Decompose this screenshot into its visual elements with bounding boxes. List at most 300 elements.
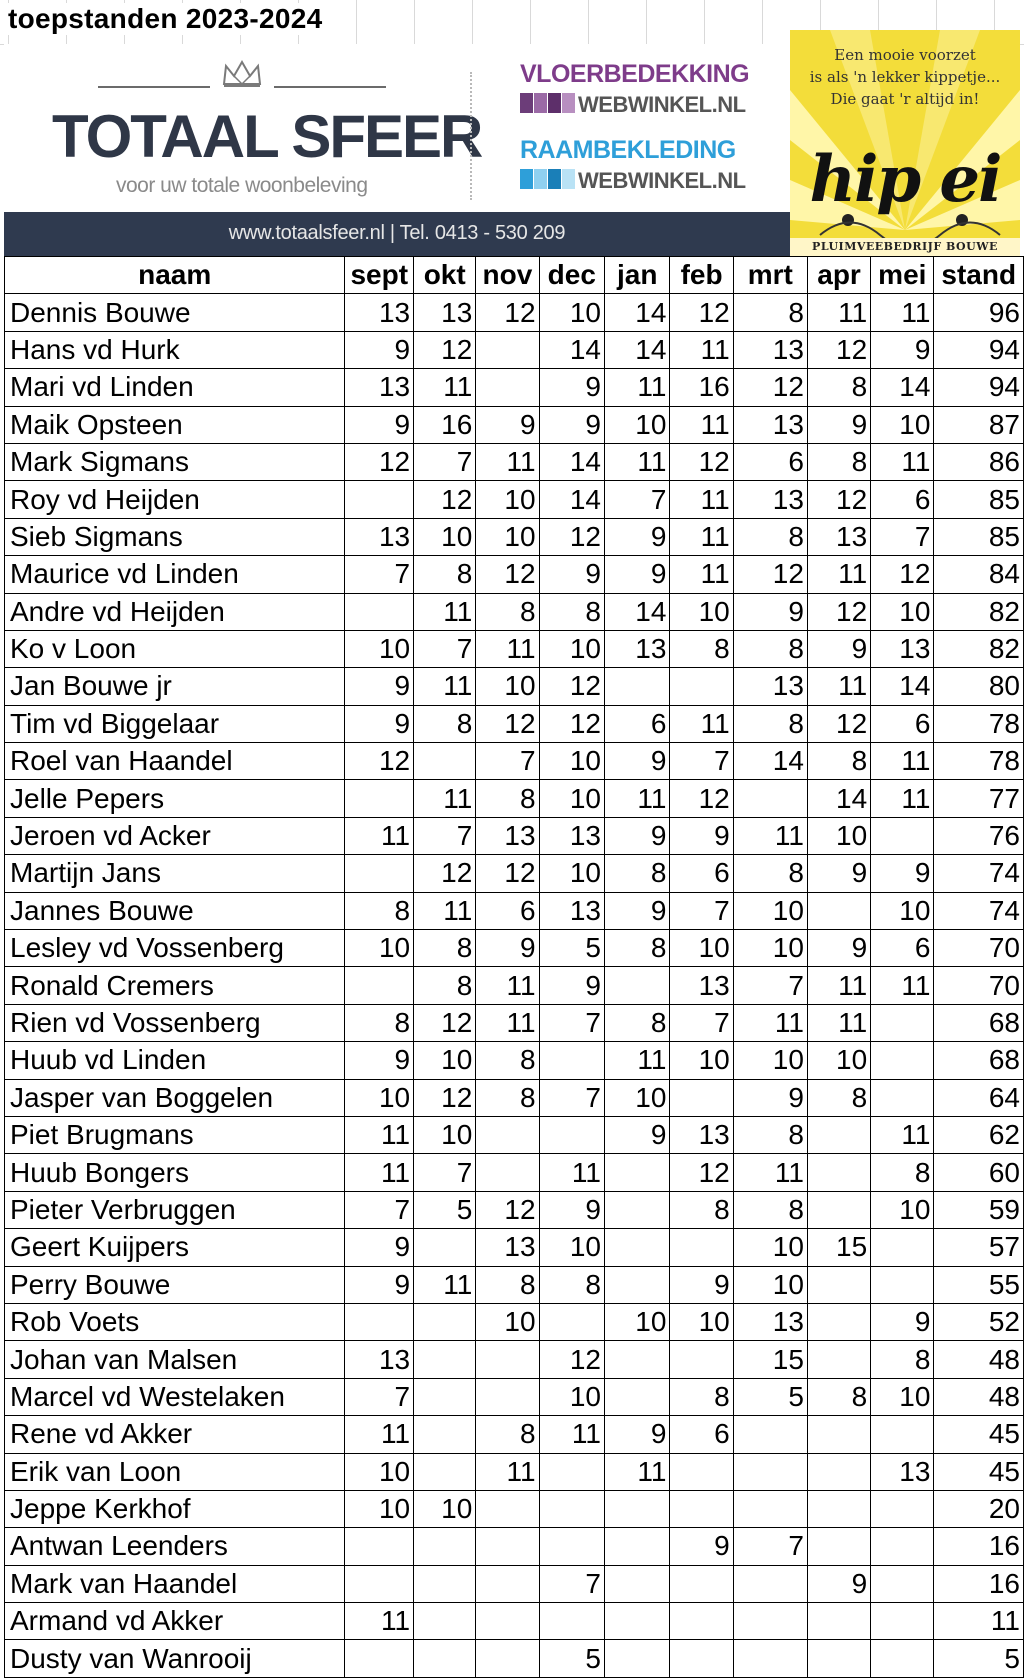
- score-cell[interactable]: 11: [539, 1416, 604, 1453]
- score-cell[interactable]: 7: [670, 892, 733, 929]
- player-name-cell[interactable]: Ko v Loon: [5, 630, 345, 667]
- score-cell[interactable]: 8: [871, 1341, 934, 1378]
- score-cell[interactable]: 14: [807, 780, 870, 817]
- score-cell[interactable]: 10: [345, 630, 414, 667]
- player-name-cell[interactable]: Andre vd Heijden: [5, 593, 345, 630]
- score-cell[interactable]: 11: [670, 481, 733, 518]
- score-cell[interactable]: 11: [871, 443, 934, 480]
- score-cell[interactable]: 10: [414, 518, 476, 555]
- score-cell[interactable]: [733, 1453, 807, 1490]
- score-cell[interactable]: 9: [670, 1528, 733, 1565]
- score-cell[interactable]: 9: [605, 556, 670, 593]
- score-cell[interactable]: 9: [670, 1266, 733, 1303]
- score-cell[interactable]: [605, 1603, 670, 1640]
- score-cell[interactable]: 5: [414, 1191, 476, 1228]
- stand-cell[interactable]: 78: [934, 743, 1024, 780]
- header-okt[interactable]: okt: [414, 257, 476, 294]
- player-name-cell[interactable]: Jelle Pepers: [5, 780, 345, 817]
- score-cell[interactable]: 8: [733, 294, 807, 331]
- score-cell[interactable]: [345, 1640, 414, 1677]
- score-cell[interactable]: 12: [670, 1154, 733, 1191]
- score-cell[interactable]: 8: [414, 930, 476, 967]
- score-cell[interactable]: 7: [414, 1154, 476, 1191]
- score-cell[interactable]: 14: [605, 593, 670, 630]
- header-stand[interactable]: stand: [934, 257, 1024, 294]
- stand-cell[interactable]: 48: [934, 1378, 1024, 1415]
- score-cell[interactable]: 12: [733, 369, 807, 406]
- score-cell[interactable]: 10: [670, 593, 733, 630]
- score-cell[interactable]: 10: [414, 1042, 476, 1079]
- score-cell[interactable]: [605, 1341, 670, 1378]
- score-cell[interactable]: 5: [539, 1640, 604, 1677]
- score-cell[interactable]: [807, 1453, 870, 1490]
- score-cell[interactable]: 8: [807, 743, 870, 780]
- score-cell[interactable]: 12: [733, 556, 807, 593]
- score-cell[interactable]: [414, 1303, 476, 1340]
- score-cell[interactable]: [670, 1640, 733, 1677]
- score-cell[interactable]: [345, 855, 414, 892]
- score-cell[interactable]: 12: [539, 518, 604, 555]
- player-name-cell[interactable]: Johan van Malsen: [5, 1341, 345, 1378]
- score-cell[interactable]: [345, 780, 414, 817]
- stand-cell[interactable]: 16: [934, 1528, 1024, 1565]
- score-cell[interactable]: [871, 1565, 934, 1602]
- player-name-cell[interactable]: Mark Sigmans: [5, 443, 345, 480]
- score-cell[interactable]: [476, 1490, 539, 1527]
- score-cell[interactable]: 9: [345, 1229, 414, 1266]
- player-name-cell[interactable]: Antwan Leenders: [5, 1528, 345, 1565]
- score-cell[interactable]: 15: [807, 1229, 870, 1266]
- score-cell[interactable]: 6: [605, 705, 670, 742]
- score-cell[interactable]: 11: [807, 967, 870, 1004]
- score-cell[interactable]: [871, 1266, 934, 1303]
- score-cell[interactable]: 9: [670, 817, 733, 854]
- score-cell[interactable]: 11: [414, 668, 476, 705]
- header-naam[interactable]: naam: [5, 257, 345, 294]
- score-cell[interactable]: 12: [476, 705, 539, 742]
- player-name-cell[interactable]: Mark van Haandel: [5, 1565, 345, 1602]
- score-cell[interactable]: [539, 1490, 604, 1527]
- score-cell[interactable]: 8: [345, 1004, 414, 1041]
- score-cell[interactable]: 11: [670, 556, 733, 593]
- score-cell[interactable]: 11: [476, 1453, 539, 1490]
- score-cell[interactable]: 11: [807, 294, 870, 331]
- score-cell[interactable]: 13: [871, 1453, 934, 1490]
- score-cell[interactable]: 11: [605, 780, 670, 817]
- score-cell[interactable]: 14: [539, 443, 604, 480]
- score-cell[interactable]: [605, 1191, 670, 1228]
- score-cell[interactable]: 13: [733, 481, 807, 518]
- stand-cell[interactable]: 78: [934, 705, 1024, 742]
- score-cell[interactable]: 7: [414, 630, 476, 667]
- score-cell[interactable]: [345, 1528, 414, 1565]
- score-cell[interactable]: 8: [476, 1079, 539, 1116]
- stand-cell[interactable]: 86: [934, 443, 1024, 480]
- score-cell[interactable]: 8: [476, 1416, 539, 1453]
- score-cell[interactable]: [871, 1603, 934, 1640]
- header-nov[interactable]: nov: [476, 257, 539, 294]
- score-cell[interactable]: 12: [414, 855, 476, 892]
- score-cell[interactable]: [807, 1341, 870, 1378]
- score-cell[interactable]: 12: [414, 1004, 476, 1041]
- score-cell[interactable]: 10: [476, 668, 539, 705]
- player-name-cell[interactable]: Jannes Bouwe: [5, 892, 345, 929]
- stand-cell[interactable]: 85: [934, 518, 1024, 555]
- score-cell[interactable]: 10: [871, 1191, 934, 1228]
- score-cell[interactable]: [345, 1565, 414, 1602]
- score-cell[interactable]: 6: [871, 705, 934, 742]
- score-cell[interactable]: 8: [539, 593, 604, 630]
- score-cell[interactable]: 7: [476, 743, 539, 780]
- score-cell[interactable]: 9: [807, 1565, 870, 1602]
- player-name-cell[interactable]: Erik van Loon: [5, 1453, 345, 1490]
- score-cell[interactable]: 12: [476, 1191, 539, 1228]
- score-cell[interactable]: [345, 593, 414, 630]
- score-cell[interactable]: 10: [670, 1303, 733, 1340]
- score-cell[interactable]: [807, 1154, 870, 1191]
- score-cell[interactable]: 10: [539, 780, 604, 817]
- score-cell[interactable]: 11: [807, 668, 870, 705]
- stand-cell[interactable]: 11: [934, 1603, 1024, 1640]
- score-cell[interactable]: [605, 1528, 670, 1565]
- score-cell[interactable]: 9: [539, 556, 604, 593]
- score-cell[interactable]: 11: [807, 1004, 870, 1041]
- score-cell[interactable]: 13: [476, 1229, 539, 1266]
- score-cell[interactable]: [414, 1640, 476, 1677]
- score-cell[interactable]: 9: [539, 967, 604, 1004]
- score-cell[interactable]: 7: [539, 1079, 604, 1116]
- score-cell[interactable]: 6: [670, 1416, 733, 1453]
- score-cell[interactable]: 11: [476, 443, 539, 480]
- stand-cell[interactable]: 87: [934, 406, 1024, 443]
- score-cell[interactable]: 8: [605, 855, 670, 892]
- score-cell[interactable]: 13: [414, 294, 476, 331]
- score-cell[interactable]: 10: [476, 1303, 539, 1340]
- score-cell[interactable]: [414, 1453, 476, 1490]
- score-cell[interactable]: 9: [605, 892, 670, 929]
- score-cell[interactable]: [476, 1341, 539, 1378]
- player-name-cell[interactable]: Perry Bouwe: [5, 1266, 345, 1303]
- score-cell[interactable]: 10: [871, 1378, 934, 1415]
- score-cell[interactable]: 12: [871, 556, 934, 593]
- score-cell[interactable]: 13: [733, 1303, 807, 1340]
- score-cell[interactable]: [807, 1303, 870, 1340]
- score-cell[interactable]: 11: [345, 1116, 414, 1153]
- score-cell[interactable]: 9: [807, 406, 870, 443]
- score-cell[interactable]: 12: [414, 1079, 476, 1116]
- score-cell[interactable]: 12: [670, 294, 733, 331]
- score-cell[interactable]: [345, 481, 414, 518]
- stand-cell[interactable]: 96: [934, 294, 1024, 331]
- score-cell[interactable]: 7: [345, 1191, 414, 1228]
- score-cell[interactable]: [476, 369, 539, 406]
- score-cell[interactable]: 7: [414, 443, 476, 480]
- stand-cell[interactable]: 59: [934, 1191, 1024, 1228]
- player-name-cell[interactable]: Martijn Jans: [5, 855, 345, 892]
- score-cell[interactable]: [733, 1603, 807, 1640]
- score-cell[interactable]: [871, 1042, 934, 1079]
- score-cell[interactable]: 8: [476, 780, 539, 817]
- score-cell[interactable]: 8: [414, 556, 476, 593]
- score-cell[interactable]: 8: [476, 1042, 539, 1079]
- score-cell[interactable]: 13: [871, 630, 934, 667]
- score-cell[interactable]: 11: [414, 780, 476, 817]
- stand-cell[interactable]: 55: [934, 1266, 1024, 1303]
- score-cell[interactable]: [605, 1266, 670, 1303]
- player-name-cell[interactable]: Maurice vd Linden: [5, 556, 345, 593]
- score-cell[interactable]: 9: [733, 1079, 807, 1116]
- score-cell[interactable]: [476, 331, 539, 368]
- score-cell[interactable]: [670, 668, 733, 705]
- score-cell[interactable]: 11: [605, 1453, 670, 1490]
- score-cell[interactable]: 9: [539, 406, 604, 443]
- score-cell[interactable]: [733, 780, 807, 817]
- score-cell[interactable]: [871, 1528, 934, 1565]
- stand-cell[interactable]: 60: [934, 1154, 1024, 1191]
- score-cell[interactable]: 9: [605, 743, 670, 780]
- player-name-cell[interactable]: Huub vd Linden: [5, 1042, 345, 1079]
- score-cell[interactable]: 5: [733, 1378, 807, 1415]
- score-cell[interactable]: [414, 1603, 476, 1640]
- score-cell[interactable]: 13: [807, 518, 870, 555]
- score-cell[interactable]: 9: [871, 331, 934, 368]
- score-cell[interactable]: [539, 1453, 604, 1490]
- score-cell[interactable]: [414, 1229, 476, 1266]
- stand-cell[interactable]: 57: [934, 1229, 1024, 1266]
- player-name-cell[interactable]: Jan Bouwe jr: [5, 668, 345, 705]
- score-cell[interactable]: 8: [539, 1266, 604, 1303]
- score-cell[interactable]: 7: [539, 1004, 604, 1041]
- score-cell[interactable]: 10: [345, 1079, 414, 1116]
- stand-cell[interactable]: 74: [934, 855, 1024, 892]
- score-cell[interactable]: 13: [605, 630, 670, 667]
- score-cell[interactable]: 8: [807, 1079, 870, 1116]
- score-cell[interactable]: [539, 1116, 604, 1153]
- score-cell[interactable]: 13: [733, 406, 807, 443]
- score-cell[interactable]: 10: [539, 294, 604, 331]
- score-cell[interactable]: 13: [733, 668, 807, 705]
- score-cell[interactable]: 9: [871, 1303, 934, 1340]
- score-cell[interactable]: 11: [733, 1004, 807, 1041]
- score-cell[interactable]: 13: [345, 1341, 414, 1378]
- score-cell[interactable]: 13: [733, 331, 807, 368]
- score-cell[interactable]: 7: [733, 1528, 807, 1565]
- score-cell[interactable]: 8: [670, 1191, 733, 1228]
- score-cell[interactable]: [605, 1490, 670, 1527]
- score-cell[interactable]: 16: [414, 406, 476, 443]
- score-cell[interactable]: 11: [605, 443, 670, 480]
- score-cell[interactable]: 12: [807, 593, 870, 630]
- score-cell[interactable]: 11: [414, 892, 476, 929]
- score-cell[interactable]: 7: [871, 518, 934, 555]
- score-cell[interactable]: 8: [476, 593, 539, 630]
- score-cell[interactable]: [539, 1603, 604, 1640]
- score-cell[interactable]: [871, 1004, 934, 1041]
- score-cell[interactable]: 10: [539, 1229, 604, 1266]
- score-cell[interactable]: [807, 1191, 870, 1228]
- player-name-cell[interactable]: Lesley vd Vossenberg: [5, 930, 345, 967]
- stand-cell[interactable]: 94: [934, 331, 1024, 368]
- score-cell[interactable]: [670, 1490, 733, 1527]
- score-cell[interactable]: 14: [539, 331, 604, 368]
- score-cell[interactable]: 5: [539, 930, 604, 967]
- score-cell[interactable]: 11: [345, 1154, 414, 1191]
- score-cell[interactable]: 13: [345, 518, 414, 555]
- stand-cell[interactable]: 45: [934, 1453, 1024, 1490]
- stand-cell[interactable]: 62: [934, 1116, 1024, 1153]
- score-cell[interactable]: 10: [539, 630, 604, 667]
- score-cell[interactable]: 10: [605, 1303, 670, 1340]
- score-cell[interactable]: 9: [345, 668, 414, 705]
- score-cell[interactable]: 12: [807, 481, 870, 518]
- stand-cell[interactable]: 68: [934, 1004, 1024, 1041]
- score-cell[interactable]: 11: [414, 593, 476, 630]
- score-cell[interactable]: 12: [670, 780, 733, 817]
- score-cell[interactable]: 12: [539, 705, 604, 742]
- score-cell[interactable]: 11: [733, 1154, 807, 1191]
- score-cell[interactable]: 8: [807, 369, 870, 406]
- score-cell[interactable]: 10: [733, 1266, 807, 1303]
- score-cell[interactable]: 8: [476, 1266, 539, 1303]
- score-cell[interactable]: 10: [605, 1079, 670, 1116]
- player-name-cell[interactable]: Roel van Haandel: [5, 743, 345, 780]
- score-cell[interactable]: 8: [733, 630, 807, 667]
- player-name-cell[interactable]: Jeppe Kerkhof: [5, 1490, 345, 1527]
- score-cell[interactable]: [807, 1528, 870, 1565]
- score-cell[interactable]: 7: [539, 1565, 604, 1602]
- score-cell[interactable]: 8: [670, 1378, 733, 1415]
- score-cell[interactable]: [807, 1640, 870, 1677]
- score-cell[interactable]: 7: [605, 481, 670, 518]
- score-cell[interactable]: 9: [345, 331, 414, 368]
- player-name-cell[interactable]: Rien vd Vossenberg: [5, 1004, 345, 1041]
- player-name-cell[interactable]: Piet Brugmans: [5, 1116, 345, 1153]
- score-cell[interactable]: 6: [733, 443, 807, 480]
- score-cell[interactable]: [476, 1116, 539, 1153]
- player-name-cell[interactable]: Tim vd Biggelaar: [5, 705, 345, 742]
- score-cell[interactable]: 7: [345, 1378, 414, 1415]
- score-cell[interactable]: [733, 1490, 807, 1527]
- score-cell[interactable]: 11: [476, 1004, 539, 1041]
- score-cell[interactable]: 9: [345, 406, 414, 443]
- score-cell[interactable]: 11: [414, 369, 476, 406]
- score-cell[interactable]: 14: [539, 481, 604, 518]
- score-cell[interactable]: [807, 1416, 870, 1453]
- score-cell[interactable]: [871, 817, 934, 854]
- score-cell[interactable]: 8: [414, 705, 476, 742]
- score-cell[interactable]: [605, 1640, 670, 1677]
- score-cell[interactable]: 8: [345, 892, 414, 929]
- score-cell[interactable]: 11: [345, 817, 414, 854]
- score-cell[interactable]: [733, 1640, 807, 1677]
- score-cell[interactable]: 13: [476, 817, 539, 854]
- score-cell[interactable]: [539, 1303, 604, 1340]
- score-cell[interactable]: 9: [605, 518, 670, 555]
- score-cell[interactable]: [414, 1341, 476, 1378]
- score-cell[interactable]: 6: [476, 892, 539, 929]
- score-cell[interactable]: [345, 1303, 414, 1340]
- stand-cell[interactable]: 64: [934, 1079, 1024, 1116]
- score-cell[interactable]: 10: [733, 892, 807, 929]
- player-name-cell[interactable]: Maik Opsteen: [5, 406, 345, 443]
- stand-cell[interactable]: 77: [934, 780, 1024, 817]
- score-cell[interactable]: 13: [670, 967, 733, 1004]
- score-cell[interactable]: [605, 1378, 670, 1415]
- score-cell[interactable]: 8: [807, 1378, 870, 1415]
- header-jan[interactable]: jan: [605, 257, 670, 294]
- player-name-cell[interactable]: Huub Bongers: [5, 1154, 345, 1191]
- score-cell[interactable]: [414, 1565, 476, 1602]
- score-cell[interactable]: [733, 1416, 807, 1453]
- score-cell[interactable]: 8: [733, 705, 807, 742]
- score-cell[interactable]: 14: [605, 331, 670, 368]
- score-cell[interactable]: [605, 967, 670, 1004]
- score-cell[interactable]: 10: [345, 1490, 414, 1527]
- score-cell[interactable]: 9: [807, 930, 870, 967]
- player-name-cell[interactable]: Rene vd Akker: [5, 1416, 345, 1453]
- score-cell[interactable]: 10: [476, 481, 539, 518]
- player-name-cell[interactable]: Ronald Cremers: [5, 967, 345, 1004]
- score-cell[interactable]: 12: [414, 331, 476, 368]
- score-cell[interactable]: 11: [345, 1416, 414, 1453]
- score-cell[interactable]: 7: [733, 967, 807, 1004]
- score-cell[interactable]: [733, 1565, 807, 1602]
- player-name-cell[interactable]: Geert Kuijpers: [5, 1229, 345, 1266]
- score-cell[interactable]: [476, 1154, 539, 1191]
- score-cell[interactable]: 9: [733, 593, 807, 630]
- stand-cell[interactable]: 84: [934, 556, 1024, 593]
- score-cell[interactable]: 11: [670, 406, 733, 443]
- score-cell[interactable]: 14: [733, 743, 807, 780]
- score-cell[interactable]: 7: [345, 556, 414, 593]
- player-name-cell[interactable]: Dusty van Wanrooij: [5, 1640, 345, 1677]
- score-cell[interactable]: 10: [733, 1042, 807, 1079]
- header-mei[interactable]: mei: [871, 257, 934, 294]
- score-cell[interactable]: 10: [871, 406, 934, 443]
- score-cell[interactable]: 11: [605, 1042, 670, 1079]
- score-cell[interactable]: 10: [670, 1042, 733, 1079]
- score-cell[interactable]: [539, 1528, 604, 1565]
- score-cell[interactable]: 11: [807, 556, 870, 593]
- stand-cell[interactable]: 5: [934, 1640, 1024, 1677]
- header-mrt[interactable]: mrt: [733, 257, 807, 294]
- stand-cell[interactable]: 82: [934, 630, 1024, 667]
- stand-cell[interactable]: 52: [934, 1303, 1024, 1340]
- score-cell[interactable]: 11: [670, 705, 733, 742]
- score-cell[interactable]: 11: [476, 967, 539, 1004]
- score-cell[interactable]: 11: [871, 967, 934, 1004]
- player-name-cell[interactable]: Rob Voets: [5, 1303, 345, 1340]
- score-cell[interactable]: 11: [539, 1154, 604, 1191]
- score-cell[interactable]: 12: [414, 481, 476, 518]
- score-cell[interactable]: 12: [670, 443, 733, 480]
- score-cell[interactable]: [807, 1603, 870, 1640]
- score-cell[interactable]: 11: [670, 331, 733, 368]
- score-cell[interactable]: 12: [345, 743, 414, 780]
- stand-cell[interactable]: 70: [934, 967, 1024, 1004]
- score-cell[interactable]: [670, 1229, 733, 1266]
- score-cell[interactable]: 8: [605, 930, 670, 967]
- score-cell[interactable]: 8: [733, 855, 807, 892]
- score-cell[interactable]: [871, 1490, 934, 1527]
- score-cell[interactable]: [871, 1079, 934, 1116]
- score-cell[interactable]: [605, 1154, 670, 1191]
- score-cell[interactable]: 14: [871, 668, 934, 705]
- score-cell[interactable]: 14: [605, 294, 670, 331]
- stand-cell[interactable]: 16: [934, 1565, 1024, 1602]
- score-cell[interactable]: 10: [539, 855, 604, 892]
- score-cell[interactable]: 11: [476, 630, 539, 667]
